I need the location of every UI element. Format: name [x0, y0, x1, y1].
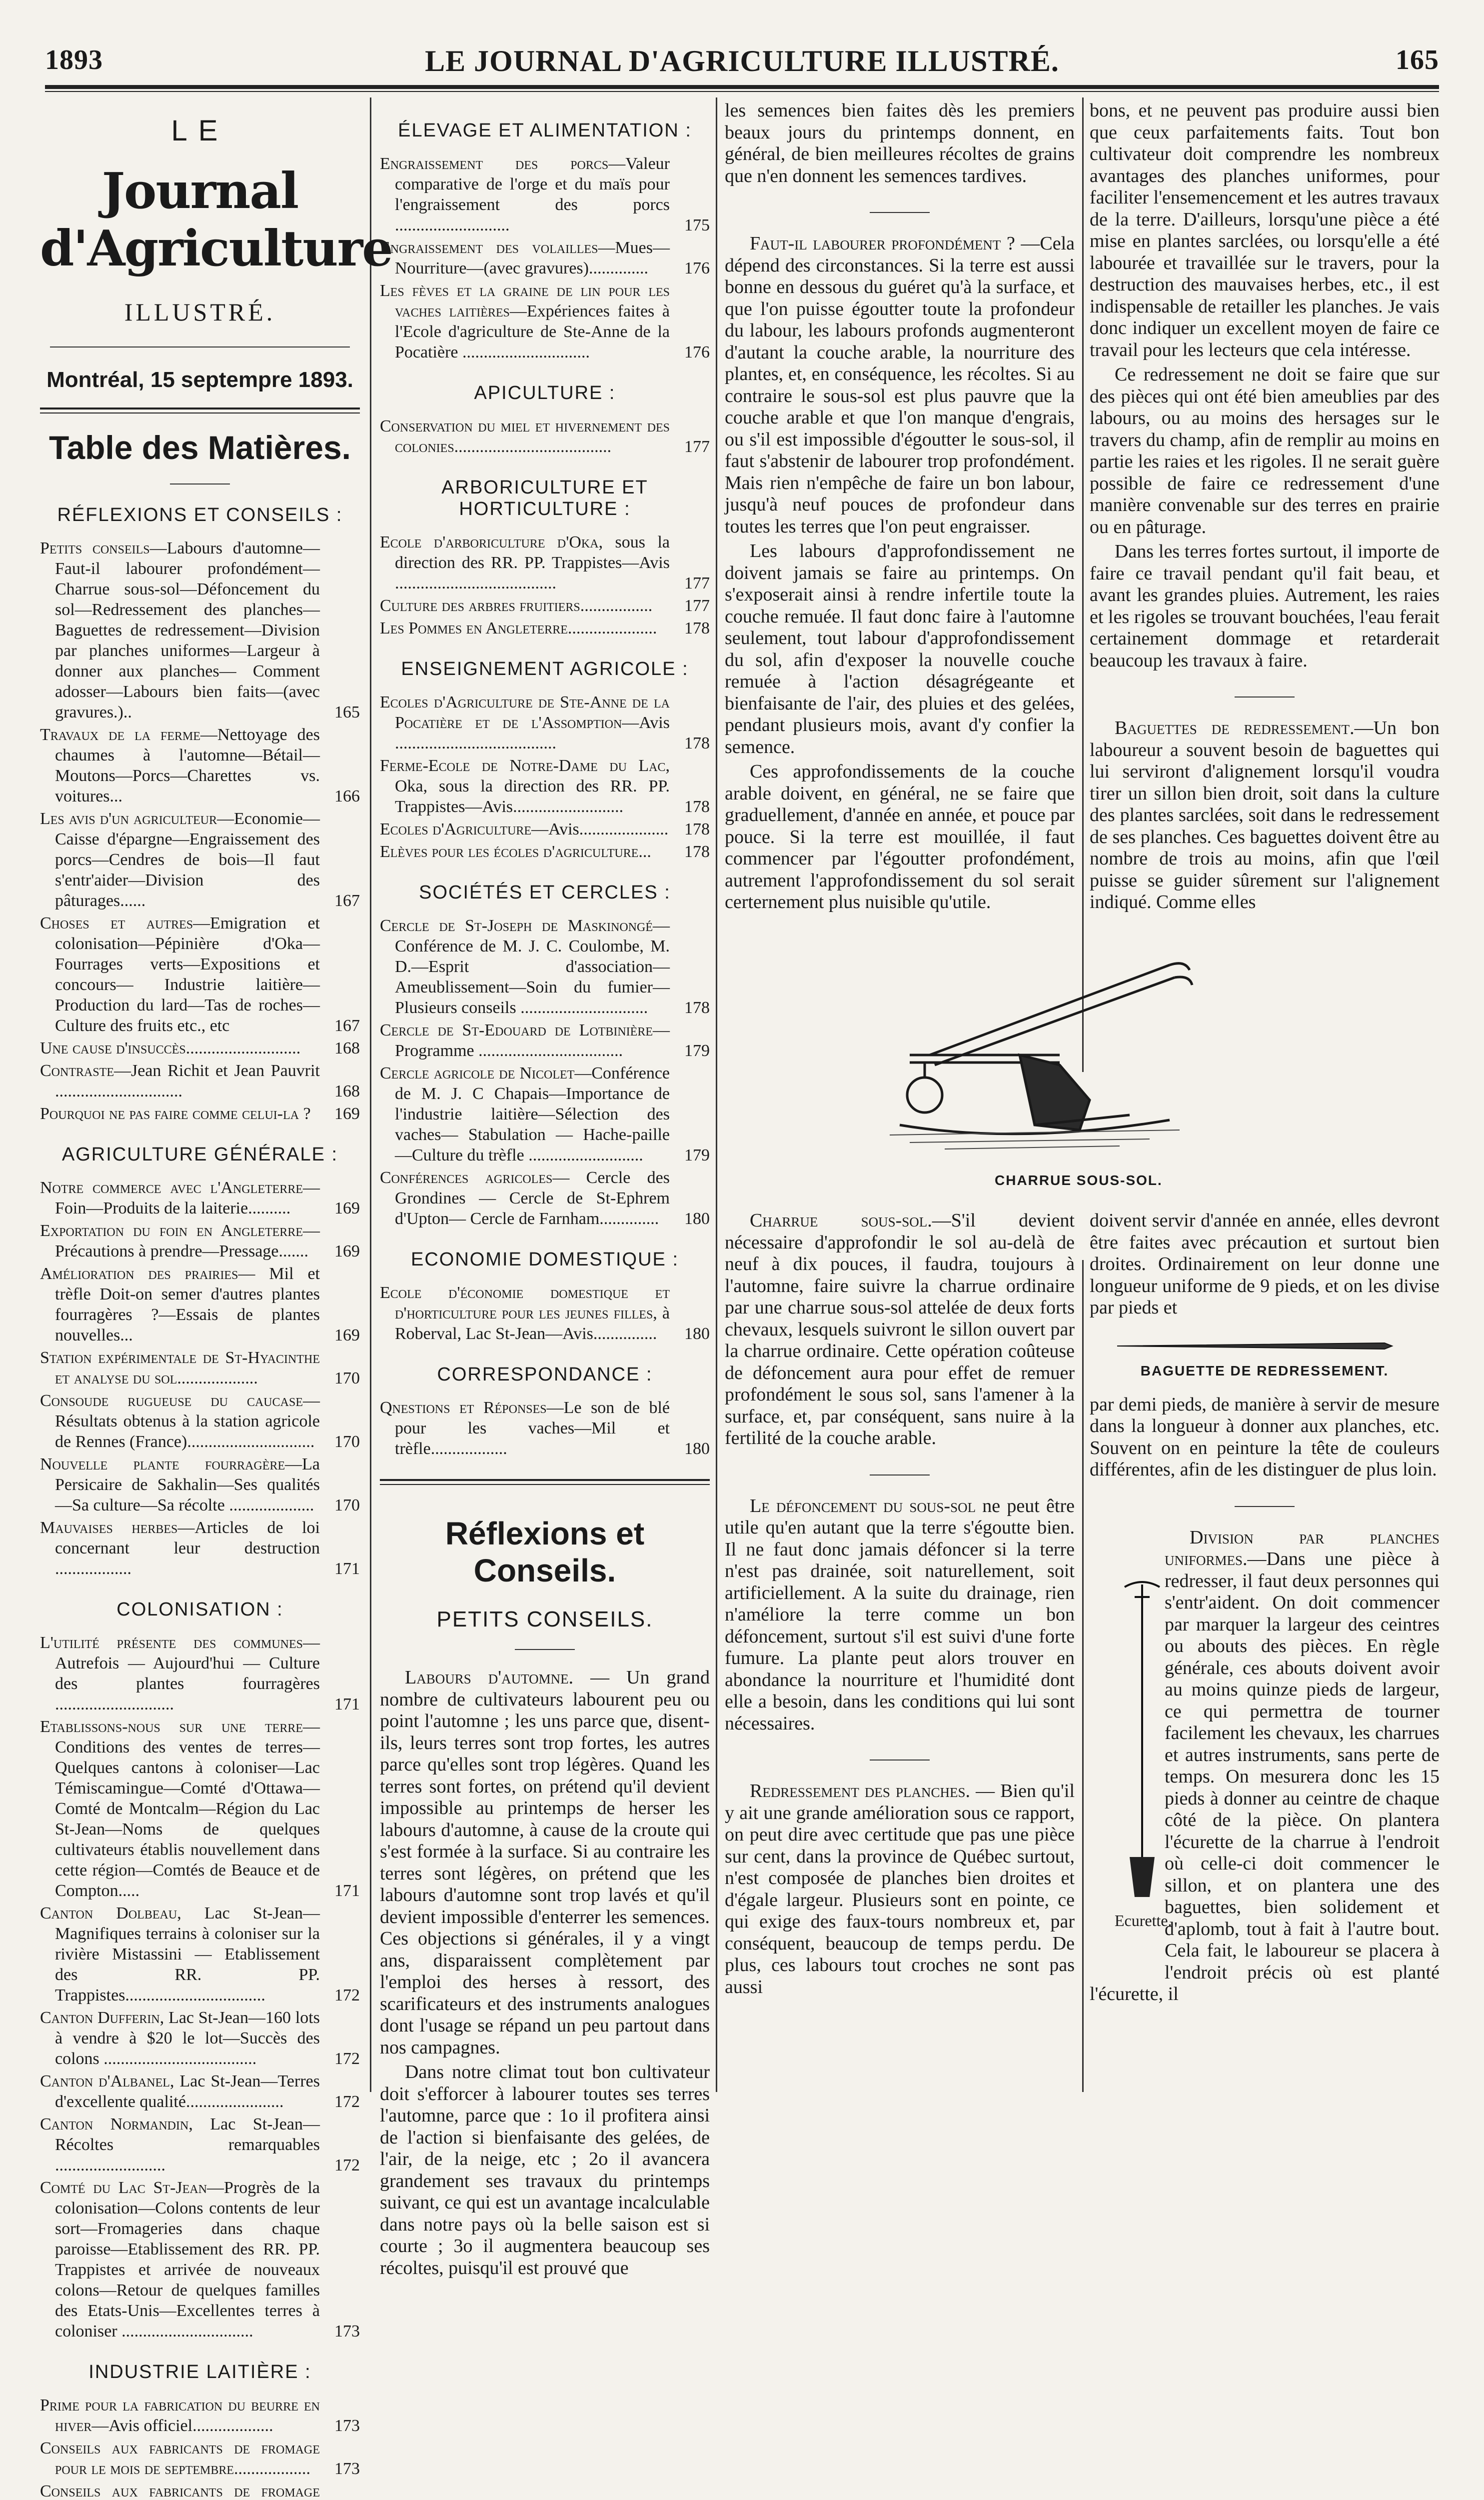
toc-entry-page: 178: [684, 998, 710, 1017]
toc-entry: [380, 416, 710, 457]
header-year: 1893: [45, 44, 103, 76]
toc-entry-page: 167: [334, 1016, 360, 1035]
header-page-number: 165: [1396, 44, 1439, 76]
toc-entry-page: 175: [684, 216, 710, 234]
toc-entry-page: 172: [334, 2092, 360, 2111]
toc-entry: [380, 756, 710, 817]
toc-entry-topic: Comté du Lac St-Jean: [40, 2178, 207, 2197]
paragraph: [1090, 541, 1440, 672]
toc-list: [380, 532, 710, 638]
toc-entry-topic: Cercle de St-Joseph de Maskinongé: [380, 916, 653, 935]
divider: [50, 346, 350, 348]
toc-entry-topic: Contraste: [40, 1062, 114, 1080]
toc-entry: [40, 1178, 360, 1218]
toc-entry-text: —Foin—Produits de la laiterie..........: [55, 1178, 320, 1218]
toc-entry-page: 165: [334, 703, 360, 722]
toc-entry-topic: Engraissement des porcs: [380, 154, 609, 173]
toc-list: [40, 2395, 360, 2500]
divider: [870, 1474, 930, 1476]
paragraph-text: bons, et ne peuvent pas produire aussi bien que ceux parfaitements faits. Tout bon cultivateur doit comprendre les nombreux avantages des planches uniformes, pour faciliter l'ensemencement et les autres travaux de la terre. D'ailleurs, lorsqu'une pièce a été mise en plantes sarclées, ou lorsqu'elle a été labourée et travaillée sur le travers, pour la destruction des mauvaises herbes, etc., il est indispensable de retailler les planches. Je vais donc indiquer un excellent moyen de faire ce travail pour les lecteurs que cela intéresse.: [1090, 100, 1440, 360]
toc-entry-text: ..................: [234, 2460, 311, 2478]
paragraph: [725, 1496, 1075, 1735]
article-body: [1090, 1210, 1440, 1319]
toc-entry-topic: Canton d'Albanel: [40, 2072, 170, 2090]
toc-entry-topic: Elèves pour les écoles d'agriculture: [380, 842, 639, 861]
toc-entry: [380, 532, 710, 594]
paragraph: [1090, 100, 1440, 361]
toc-title: Table des Matières.: [48, 429, 351, 466]
toc-entry-topic: Ecoles d'Agriculture: [380, 820, 532, 838]
toc-entry-topic: Prime pour la fabrication du beurre en hiver: [40, 2396, 320, 2435]
toc-entry-page: 177: [684, 596, 710, 615]
toc-entry-page: 178: [684, 734, 710, 752]
toc-entry-text: —Articles de loi concernant leur destruction ..................: [55, 1518, 320, 1578]
toc-entry-text: —Avis ......................................: [395, 714, 670, 752]
paragraph: [725, 1210, 1075, 1450]
paragraph: [380, 1667, 710, 2058]
toc-entry: [40, 1264, 360, 1346]
toc-entry-page: 178: [684, 619, 710, 638]
column-3-bottom: [725, 1210, 1075, 2092]
toc-entry-topic: Consoude rugueuse du caucase: [40, 1392, 303, 1410]
toc-entry-page: 179: [684, 1146, 710, 1164]
paragraph: [725, 233, 1075, 538]
toc-entry: [380, 692, 710, 754]
toc-entry-text: —Avis officiel...................: [91, 2416, 273, 2435]
toc-entry-text: , Lac St-Jean—160 lots à vendre à $20 le lot—Succès des colons ....................................: [55, 2008, 320, 2068]
toc-entry: [380, 1020, 710, 1061]
toc-entry: [40, 1632, 360, 1714]
toc-entry-topic: Amélioration des prairies: [40, 1264, 238, 1283]
toc-entry-topic: Petits conseils: [40, 539, 150, 558]
toc-entry-text: , Oka, sous la direction des RR. PP. Trappistes—Avis..........................: [395, 756, 670, 816]
toc-entry-text: —Conditions des ventes de terres—Quelques cantons à coloniser—Lac Témiscamingue—Comté d'Ottawa—Comté de Montcalm—Région du Lac St-Jean—Noms de quelques cultivateurs établis nouvellement dans cette région—Comtés de Beauce et de Compton.....: [55, 1718, 320, 1900]
column-1: [40, 100, 392, 2500]
toc-entry: [40, 1038, 360, 1058]
article-body: [1090, 1394, 1440, 2006]
paragraph-heading: Baguettes de redressement.: [1115, 718, 1355, 738]
toc-entry-text: —Labours d'automne—Faut-il labourer profondément—Charrue sous-sol—Défoncement du sol—Redressement des planches—Baguettes de redressement—Division par planches uniformes—Largeur à donner aux planches— Comment adosser—Labours bien faits—(avec gravures.)..: [55, 539, 320, 722]
toc-entry: [40, 1716, 360, 1901]
toc-entry: [40, 1060, 360, 1102]
article-body: [725, 100, 1075, 914]
column-2: [380, 100, 710, 2278]
toc-entry-text: , Lac St-Jean—Récoltes remarquables ..........................: [55, 2115, 320, 2174]
ecurette-figure: [1090, 1577, 1172, 1967]
toc-entry-page: 176: [684, 343, 710, 362]
toc-list: [380, 1282, 710, 1344]
toc-entry: [380, 238, 710, 278]
paragraph: [1090, 1394, 1440, 1481]
toc-entry-page: 172: [334, 2050, 360, 2068]
toc-entry-page: 180: [684, 1210, 710, 1228]
toc-entry-text: — Mil et trèfle Doit-on semer d'autres plantes fourragères ?—Essais de plantes nouvelles...: [55, 1264, 320, 1344]
issue-date: Montréal, 15 septempre 1893.: [46, 368, 353, 392]
toc-entry-text: —Valeur comparative de l'orge et du maïs pour l'engraissement des porcs ...........................: [395, 154, 670, 234]
paragraph-heading: Redressement des planches.: [750, 1780, 971, 1802]
column-4-bottom: [1090, 1210, 1440, 2092]
paragraph: [1090, 718, 1440, 914]
toc-entry: [380, 1063, 710, 1166]
toc-entry: [380, 154, 710, 236]
toc-entry-topic: Notre commerce avec l'Angleterre: [40, 1178, 303, 1197]
toc-entry: [40, 2178, 360, 2342]
toc-list: [380, 154, 710, 362]
toc-entry-text: , à Roberval, Lac St-Jean—Avis...............: [395, 1304, 670, 1343]
divider: [1235, 1506, 1295, 1507]
toc-entry-text: , sous la direction des RR. PP. Trappistes—Avis ......................................: [395, 533, 670, 592]
column-divider: [1082, 98, 1084, 1072]
alignment-rod-illustration: [1115, 1336, 1395, 1356]
toc-entry: [40, 2114, 360, 2176]
column-divider: [1082, 1260, 1084, 2092]
toc-entry-page: 169: [334, 1242, 360, 1260]
toc-entry: [40, 2395, 360, 2436]
toc-entry-page: 179: [684, 1042, 710, 1060]
toc-entry-text: —Programme ..................................: [395, 1021, 670, 1060]
toc-entry-text: —Nettoyage des chaumes à l'automne—Bétail—Moutons—Porcs—Charettes vs. voitures...: [55, 726, 320, 806]
toc-entry-text: —Conférence de M. J. C Chapais—Importance de l'industrie laitière—Sélection des vaches— Stabulation — Hache-paille —Culture du trèfle ...........................: [395, 1064, 670, 1164]
toc-entry-topic: Nouvelle plante fourragère: [40, 1455, 285, 1474]
toc-entry: [380, 842, 710, 862]
masthead-subtitle: ILLUSTRÉ.: [124, 298, 276, 326]
paragraph-text: ne peut être utile qu'en autant que la terre s'égoutte bien. Il ne faut donc jamais défoncer si la terre n'est pas drainée, soit naturellement, soit artificiellement. A la suite du drainage, rien n'améliore la terre comme un bon défoncement, surtout s'il est suivi d'une forte fumure. La plante peut alors trouver en abondance la nourriture et l'humidité dont elle a besoin, dans les conditions qui lui sont nécessaires.: [725, 1495, 1075, 1734]
toc-entry-topic: Ecoles d'Agriculture de Ste-Anne de la Pocatière et de l'Assomption: [380, 693, 670, 732]
toc-entry-text: —La Persicaire de Sakhalin—Ses qualités—Sa culture—Sa récolte ....................: [55, 1455, 320, 1514]
toc-entry-topic: Les avis d'un agriculteur: [40, 810, 217, 828]
toc-list: [380, 916, 710, 1229]
toc-entry-text: —Précautions à prendre—Pressage.......: [55, 1222, 320, 1260]
toc-entry-page: 178: [684, 842, 710, 861]
toc-entry-text: .................: [580, 596, 653, 615]
header-rule: [45, 85, 1439, 92]
toc-list: [380, 1398, 710, 1459]
toc-entry-topic: Conseils aux fabricants de fromage pour le mois de septembre: [40, 2439, 320, 2478]
toc-entry: [40, 1390, 360, 1452]
toc-entry-topic: Pourquoi ne pas faire comme celui-la ?: [40, 1104, 311, 1123]
toc-section-head: CORRESPONDANCE :: [437, 1364, 653, 1385]
toc-entry-page: 173: [334, 2416, 360, 2435]
toc-entry: [380, 1282, 710, 1344]
toc-entry-page: 180: [684, 1324, 710, 1343]
toc-entry-topic: L'utilité présente des communes: [40, 1634, 303, 1652]
toc-entry-topic: Culture des arbres fruitiers: [380, 596, 580, 615]
toc-list: [380, 692, 710, 862]
paragraph-text: —S'il devient nécessaire d'approfondir le sol au-delà de neuf à dix pouces, il faudra, toujours à l'automne, faire suivre la charrue ordinaire par une charrue sous-sol attelée de deux forts chevaux, lesquels suivront le sillon ouvert par la charrue ordinaire. Cette opération coûteuse de défoncement aura pour effet de remuer profondément le sous sol, sans l'amener à la surface, et, par conséquent, sans nuire à la fertilité de la couche arable.: [725, 1210, 1075, 1448]
toc-entry: [40, 2481, 360, 2500]
toc-entry-text: —Résultats obtenus à la station agricole de Rennes (France)..............................: [55, 1392, 320, 1451]
plow-caption: CHARRUE SOUS-SOL.: [995, 1172, 1163, 1188]
divider: [1235, 696, 1295, 698]
paragraph: [725, 1780, 1075, 1998]
toc-entry-text: —Jean Richit et Jean Pauvrit ..............................: [55, 1062, 320, 1100]
toc-section-head: APICULTURE :: [474, 382, 616, 404]
toc-entry-text: — Cercle des Grondines — Cercle de St-Ephrem d'Upton— Cercle de Farnham..............: [395, 1168, 670, 1228]
ecurette-caption: Ecurette.: [1115, 1912, 1172, 1930]
toc-entry-page: 170: [334, 1432, 360, 1451]
toc-entry-topic: Travaux de la ferme: [40, 726, 201, 744]
toc-entry: [40, 1220, 360, 1262]
toc-list: [40, 538, 360, 1124]
toc-entry-page: 171: [334, 1882, 360, 1900]
toc-entry-page: 172: [334, 2156, 360, 2174]
article-body: [380, 1667, 710, 2279]
toc-entry-page: 169: [334, 1104, 360, 1123]
subsoil-plow-illustration: [870, 950, 1200, 1160]
paragraph-text: les semences bien faites dès les premiers beaux jours du printemps donnent, en général, de bien meilleures récoltes de grains que n'en donnent les semences tardives.: [725, 100, 1075, 186]
toc-entry-page: 172: [334, 1986, 360, 2004]
toc-entry: [40, 913, 360, 1036]
rod-caption: BAGUETTE DE REDRESSEMENT.: [1140, 1362, 1389, 1378]
paragraph: [380, 2062, 710, 2279]
paragraph-text: par demi pieds, de manière à servir de mesure dans la longueur à donner aux planches, etc. Souvent on en peinture la tête de couleurs différentes, afin de les distinguer de plus loin.: [1090, 1394, 1440, 1480]
toc-entry: [380, 618, 710, 638]
paragraph: [1090, 1527, 1440, 2006]
article-body: [725, 1210, 1075, 1998]
toc-entry-text: —Le son de blé pour les vaches—Mil et trèfle..................: [395, 1398, 670, 1458]
toc-entry: [40, 1104, 360, 1124]
toc-section-head: INDUSTRIE LAITIÈRE :: [88, 2362, 311, 2382]
page-header: [45, 40, 1439, 80]
paragraph-text: — Bien qu'il y ait une grande amélioration sous ce rapport, on peut dire avec certitude que pas une pièce sur cent, dans la province de Québec surtout, n'est composée de planches bien droites et d'égale largeur. Plusieurs sont en pointe, ce qui exige des faux-tours nombreux et, par conséquent, beaucoup de temps perdu. De plus, ces labours tout croches ne sont pas aussi: [725, 1780, 1075, 1998]
toc-entry: [40, 1903, 360, 2006]
paragraph: [1090, 1210, 1440, 1319]
masthead-title: Journal d'Agriculture: [40, 162, 392, 278]
toc-section-head: ARBORICULTURE ET HORTICULTURE :: [441, 477, 648, 520]
paragraph-heading: Labours d'automne.: [405, 1667, 574, 1688]
toc-entry-topic: Choses et autres: [40, 914, 193, 932]
masthead-le: LE: [171, 114, 229, 147]
toc-entry-page: 173: [334, 2460, 360, 2478]
paragraph-text: Dans notre climat tout bon cultivateur doit s'efforcer à labourer toutes ses terres l'automne, parce que : 1o il profitera ainsi de l'action si bienfaisante des gelées, de l'air, de la neige, etc ; 2o il avancera grandement ses travaux du printemps suivant, ce qui est un avantage incalculable dans notre pays où la belle saison est si courte ; 3o il augmentera beaucoup ses récoltes, puisqu'il est prouvé que: [380, 2062, 710, 2278]
toc-entry-page: 169: [334, 1199, 360, 1218]
paragraph-text: Les labours d'approfondissement ne doivent jamais se faire au printemps. On s'exposerait ainsi à rendre infertile toute la couche remuée. Il faut donc faire à l'automne seulement, tout labour d'approfondissement du sol, afin d'exposer la nouvelle couche remuée à l'action désagrégeante et bienfaisante de l'air, des pluies et des gelées, pendant plusieurs mois, avant d'y confier la semence.: [725, 540, 1075, 758]
toc-entry-text: —Autrefois — Aujourd'hui — Culture des plantes fourragères ............................: [55, 1634, 320, 1714]
toc-section-head: ECONOMIE DOMESTIQUE :: [410, 1249, 679, 1270]
toc-entry-topic: Mauvaises herbes: [40, 1518, 178, 1537]
toc-entry-topic: Cercle de St-Edouard de Lotbinière: [380, 1021, 653, 1040]
paragraph-text: Ce redressement ne doit se faire que sur des pièces qui ont été bien ameublies par des labours, ou au moins des hersages sur le travers du champ, afin de remplir au moins en partie les raies et les rigoles. Il ne serait guère possible de faire ce redressement d'une manière convenable sur des terres en prairie ou en pâturage.: [1090, 364, 1440, 538]
article-title: PETITS CONSEILS.: [436, 1607, 653, 1632]
toc-section-head: AGRICULTURE GÉNÉRALE :: [61, 1144, 338, 1165]
toc-entry-topic: Canton Dufferin: [40, 2008, 160, 2027]
paragraph: [1090, 364, 1440, 538]
paragraph-heading: Faut-il labourer profondément ?: [750, 233, 1015, 254]
toc-entry-topic: Exportation du foin en Angleterre: [40, 1222, 303, 1240]
article-body: [1090, 100, 1440, 914]
toc-entry-page: 178: [684, 798, 710, 816]
paragraph-text: doivent servir d'année en année, elles devront être faites avec précaution et surtout bien droites. Ordinairement on leur donne une longueur uniforme de 9 pieds, et on les divise par pieds et: [1090, 1210, 1440, 1318]
toc-entry-page: 171: [334, 1695, 360, 1714]
toc-list: [40, 1632, 360, 2342]
table-of-contents-continued: [380, 120, 710, 1459]
paragraph-heading: Le défoncement du sous-sol: [750, 1495, 976, 1516]
toc-entry: [40, 2008, 360, 2069]
toc-entry: [380, 1168, 710, 1229]
toc-entry-page: 180: [684, 1440, 710, 1458]
toc-section-head: COLONISATION :: [116, 1599, 283, 1620]
paragraph-text: —Dans une pièce à redresser, il faut deux personnes qui s'entr'aident. On doit commencer par marquer la largeur des ceintres ou abouts des pièces. En règle générale, ces abouts doivent avoir au moins quinze pieds de largeur, ce qui permettra de tourner facilement les chevaux, les charrues et autres instruments, sans perte de temps. On mesurera donc les 15 pieds à donner au ceintre de chaque côté de la pièce. On plantera l'écurette de la charrue à l'endroit où celle-ci doit commencer le sillon, et on plantera une des baguettes, bien solidement et d'aplomb, tout à fait à l'autre bout. Cela fait, le laboureur se placera à l'endroit précis où est planté l'écurette, il: [1090, 1548, 1440, 2004]
paragraph-text: — Un grand nombre de cultivateurs labourent peu ou point l'automne ; les uns parce que, disent-ils, leurs terres sont trop fortes, les autres parce qu'elles sont trop légères. Quand les terres sont fortes, on prétend qu'il devient impossible au printemps de herser les labours d'automne, à cause de la croute qui s'est formée à la surface. Si au contraire les terres sont légères, on prétend que les labours d'automne sont trop lavés et qu'il devient impossible d'enterrer les semences. Ces objections si générales, il y a vingt ans, disparaissent complètement par l'emploi des herses à ressort, des scarificateurs et des instruments analogues dont l'usage se répand un peu partout dans nos campagnes.: [380, 1667, 710, 2058]
toc-entry-topic: Conférences agricoles: [380, 1168, 553, 1187]
toc-entry: [40, 1348, 360, 1388]
toc-entry-text: ...................: [177, 1369, 258, 1388]
toc-entry-text: ...: [638, 842, 651, 861]
paragraph-text: —Cela dépend des circonstances. Si la terre est aussi bonne en dessous du guéret qu'à la surface, et que l'on puisse égoutter toute la profondeur du labour, les labours profonds augmenteront d'autant la couche arable, la nourriture des plantes, et, en conséquence, les récoltes. Si au contraire le sous-sol est plus pauvre que la couche arable et que l'on manque d'engrais, ou s'il est impossible d'égoutter le sous-sol, il faut s'abstenir de labourer trop profondément. Mais rien n'empêche de faire un bon labour, jusqu'à neuf pouces de profondeur dans toutes les terres que l'on peut engraisser.: [725, 233, 1075, 537]
toc-entry-page: 177: [684, 574, 710, 592]
column-divider: [370, 98, 371, 2092]
toc-entry-topic: Une cause d'insuccès: [40, 1039, 186, 1058]
toc-section-head: ENSEIGNEMENT AGRICOLE :: [401, 658, 689, 680]
paragraph: [725, 100, 1075, 187]
paragraph: [725, 761, 1075, 914]
paragraph-text: Ces approfondissements de la couche arable doivent, en général, ne se faire que graduellement, d'année en année, et pouce par pouce. Si la terre est mouillée, il faut commencer par l'égoutter profondément, autrement l'approfondissement du sol serait certernement plus nuisible qu'utile.: [725, 761, 1075, 912]
toc-entry: [380, 1398, 710, 1459]
toc-entry: [40, 1454, 360, 1516]
header-title: LE JOURNAL D'AGRICULTURE ILLUSTRÉ.: [425, 44, 1059, 78]
toc-entry-topic: Conseils aux fabricants de fromage: [40, 2482, 320, 2500]
toc-entry-page: 169: [334, 1326, 360, 1344]
divider: [380, 1479, 710, 1485]
toc-entry-topic: Conservation du miel et hivernement des colonies: [380, 417, 670, 456]
toc-list: [380, 416, 710, 457]
toc-entry: [40, 538, 360, 722]
toc-entry-text: , Lac St-Jean—Magnifiques terrains à coloniser sur la rivière Mistassini — Etablissement des RR. PP. Trappistes.................................: [55, 1904, 320, 2004]
toc-list: [40, 1178, 360, 1579]
toc-entry-topic: Qnestions et Réponses: [380, 1398, 547, 1417]
toc-entry-page: 167: [334, 892, 360, 910]
toc-entry-text: , Lac St-Jean—Terres d'excellente qualité.......................: [55, 2072, 320, 2111]
toc-entry-page: 176: [684, 259, 710, 278]
toc-entry-page: 173: [334, 2322, 360, 2340]
paragraph-text: —Un bon laboureur a souvent besoin de baguettes qui lui serviront d'alignement lorsqu'il voudra tirer un sillon bien droit, soit dans la culture des plantes sarclées, soit dans le redressement de ses planches. Ces baguettes doivent être au nombre de trois au moins, afin que l'œil puisse se guider sûrement sur l'alignement indiqué. Comme elles: [1090, 718, 1440, 912]
toc-entry-text: .....................................: [454, 438, 612, 456]
paragraph-heading: Charrue sous-sol.: [750, 1210, 932, 1231]
toc-entry-text: —Expériences faites à l'Ecole d'agriculture de Ste-Anne de la Pocatière ..............................: [395, 302, 670, 362]
toc-entry-page: 170: [334, 1496, 360, 1514]
section-title: Réflexions et Conseils.: [445, 1516, 645, 1588]
toc-entry-page: 171: [334, 1560, 360, 1578]
toc-entry-topic: Cercle agricole de Nicolet: [380, 1064, 575, 1082]
toc-entry-text: —Mues—Nourriture—(avec gravures)..............: [395, 238, 670, 278]
ecurette-illustration: [1115, 1577, 1170, 1902]
column-4-top: [1090, 100, 1440, 977]
toc-entry-page: 168: [334, 1082, 360, 1100]
toc-entry-topic: Station expérimentale de St-Hyacinthe et analyse du sol: [40, 1348, 320, 1388]
divider: [870, 212, 930, 213]
toc-section-head: RÉFLEXIONS ET CONSEILS :: [57, 504, 343, 526]
toc-entry-topic: Engraissement des volailles: [380, 238, 598, 257]
toc-section-head: ÉLEVAGE ET ALIMENTATION :: [398, 120, 692, 141]
toc-entry-topic: Les Pommes en Angleterre: [380, 619, 568, 638]
paragraph-heading: Division par planches uniformes.: [1165, 1526, 1440, 1570]
paragraph: [725, 540, 1075, 758]
column-divider: [716, 98, 717, 2092]
toc-section-head: SOCIÉTÉS ET CERCLES :: [419, 882, 671, 903]
table-of-contents: [40, 504, 360, 2500]
toc-entry: [380, 819, 710, 840]
toc-entry-text: —Progrès de la colonisation—Colons contents de leur sort—Fromageries dans chaque paroisse—Etablissement des RR. PP. Trappistes et arrivée de nouveaux colons—Retour de quelques familles des Etats-Unis—Excellentes terres à coloniser ...............................: [55, 2178, 320, 2340]
toc-entry-topic: Canton Normandin: [40, 2115, 189, 2134]
paragraph-text: Dans les terres fortes surtout, il importe de faire ce travail pendant qu'il fait beau, et avant les grandes pluies. Autrement, les raies et les rigoles se trouvant bouchées, l'eau ferait certainement dommage et retarderait beaucoup les travaux à faire.: [1090, 541, 1440, 671]
toc-entry-page: 178: [684, 820, 710, 838]
toc-entry-topic: Canton Dolbeau: [40, 1904, 177, 1922]
column-3-top: [725, 100, 1075, 977]
toc-entry-page: 170: [334, 1369, 360, 1388]
toc-entry: [380, 596, 710, 616]
toc-entry: [40, 1518, 360, 1579]
toc-entry: [40, 2071, 360, 2112]
toc-entry: [40, 808, 360, 911]
toc-entry-page: 177: [684, 438, 710, 456]
toc-entry: [40, 724, 360, 806]
toc-entry-text: —Economie—Caisse d'épargne—Engraissement des porcs—Cendres de bois—Il faut s'entr'aider—Division des pâturages......: [55, 810, 320, 910]
toc-entry-topic: Les fèves et la graine de lin pour les vaches laitières: [380, 282, 670, 320]
divider: [40, 408, 360, 414]
toc-entry-text: —Emigration et colonisation—Pépinière d'Oka— Fourrages verts—Expositions et concours— Industrie laitière—Production du lard—Tas de roches— Culture des fruits etc., etc: [55, 914, 320, 1035]
toc-entry: [380, 916, 710, 1018]
toc-entry: [380, 280, 710, 362]
toc-entry: [40, 2438, 360, 2479]
toc-entry-topic: Ecole d'économie domestique et d'horticulture pour les jeunes filles: [380, 1284, 670, 1322]
toc-entry-page: 168: [334, 1039, 360, 1058]
toc-entry-text: .....................: [567, 619, 657, 638]
toc-entry-page: 166: [334, 787, 360, 806]
toc-entry-topic: Ecole d'arboriculture d'Oka: [380, 533, 599, 552]
toc-entry-text: ...........................: [185, 1039, 301, 1058]
divider: [515, 1649, 575, 1650]
toc-entry-text: —Avis.....................: [531, 820, 669, 838]
toc-entry-text: —Conférence de M. J. C. Coulombe, M. D.—Esprit d'association—Ameublissement—Soin du fumier—Plusieurs conseils ..............................: [395, 916, 670, 1017]
toc-entry-topic: Ferme-Ecole de Notre-Dame du Lac: [380, 756, 666, 775]
toc-entry-topic: Etablissons-nous sur une terre: [40, 1718, 303, 1736]
